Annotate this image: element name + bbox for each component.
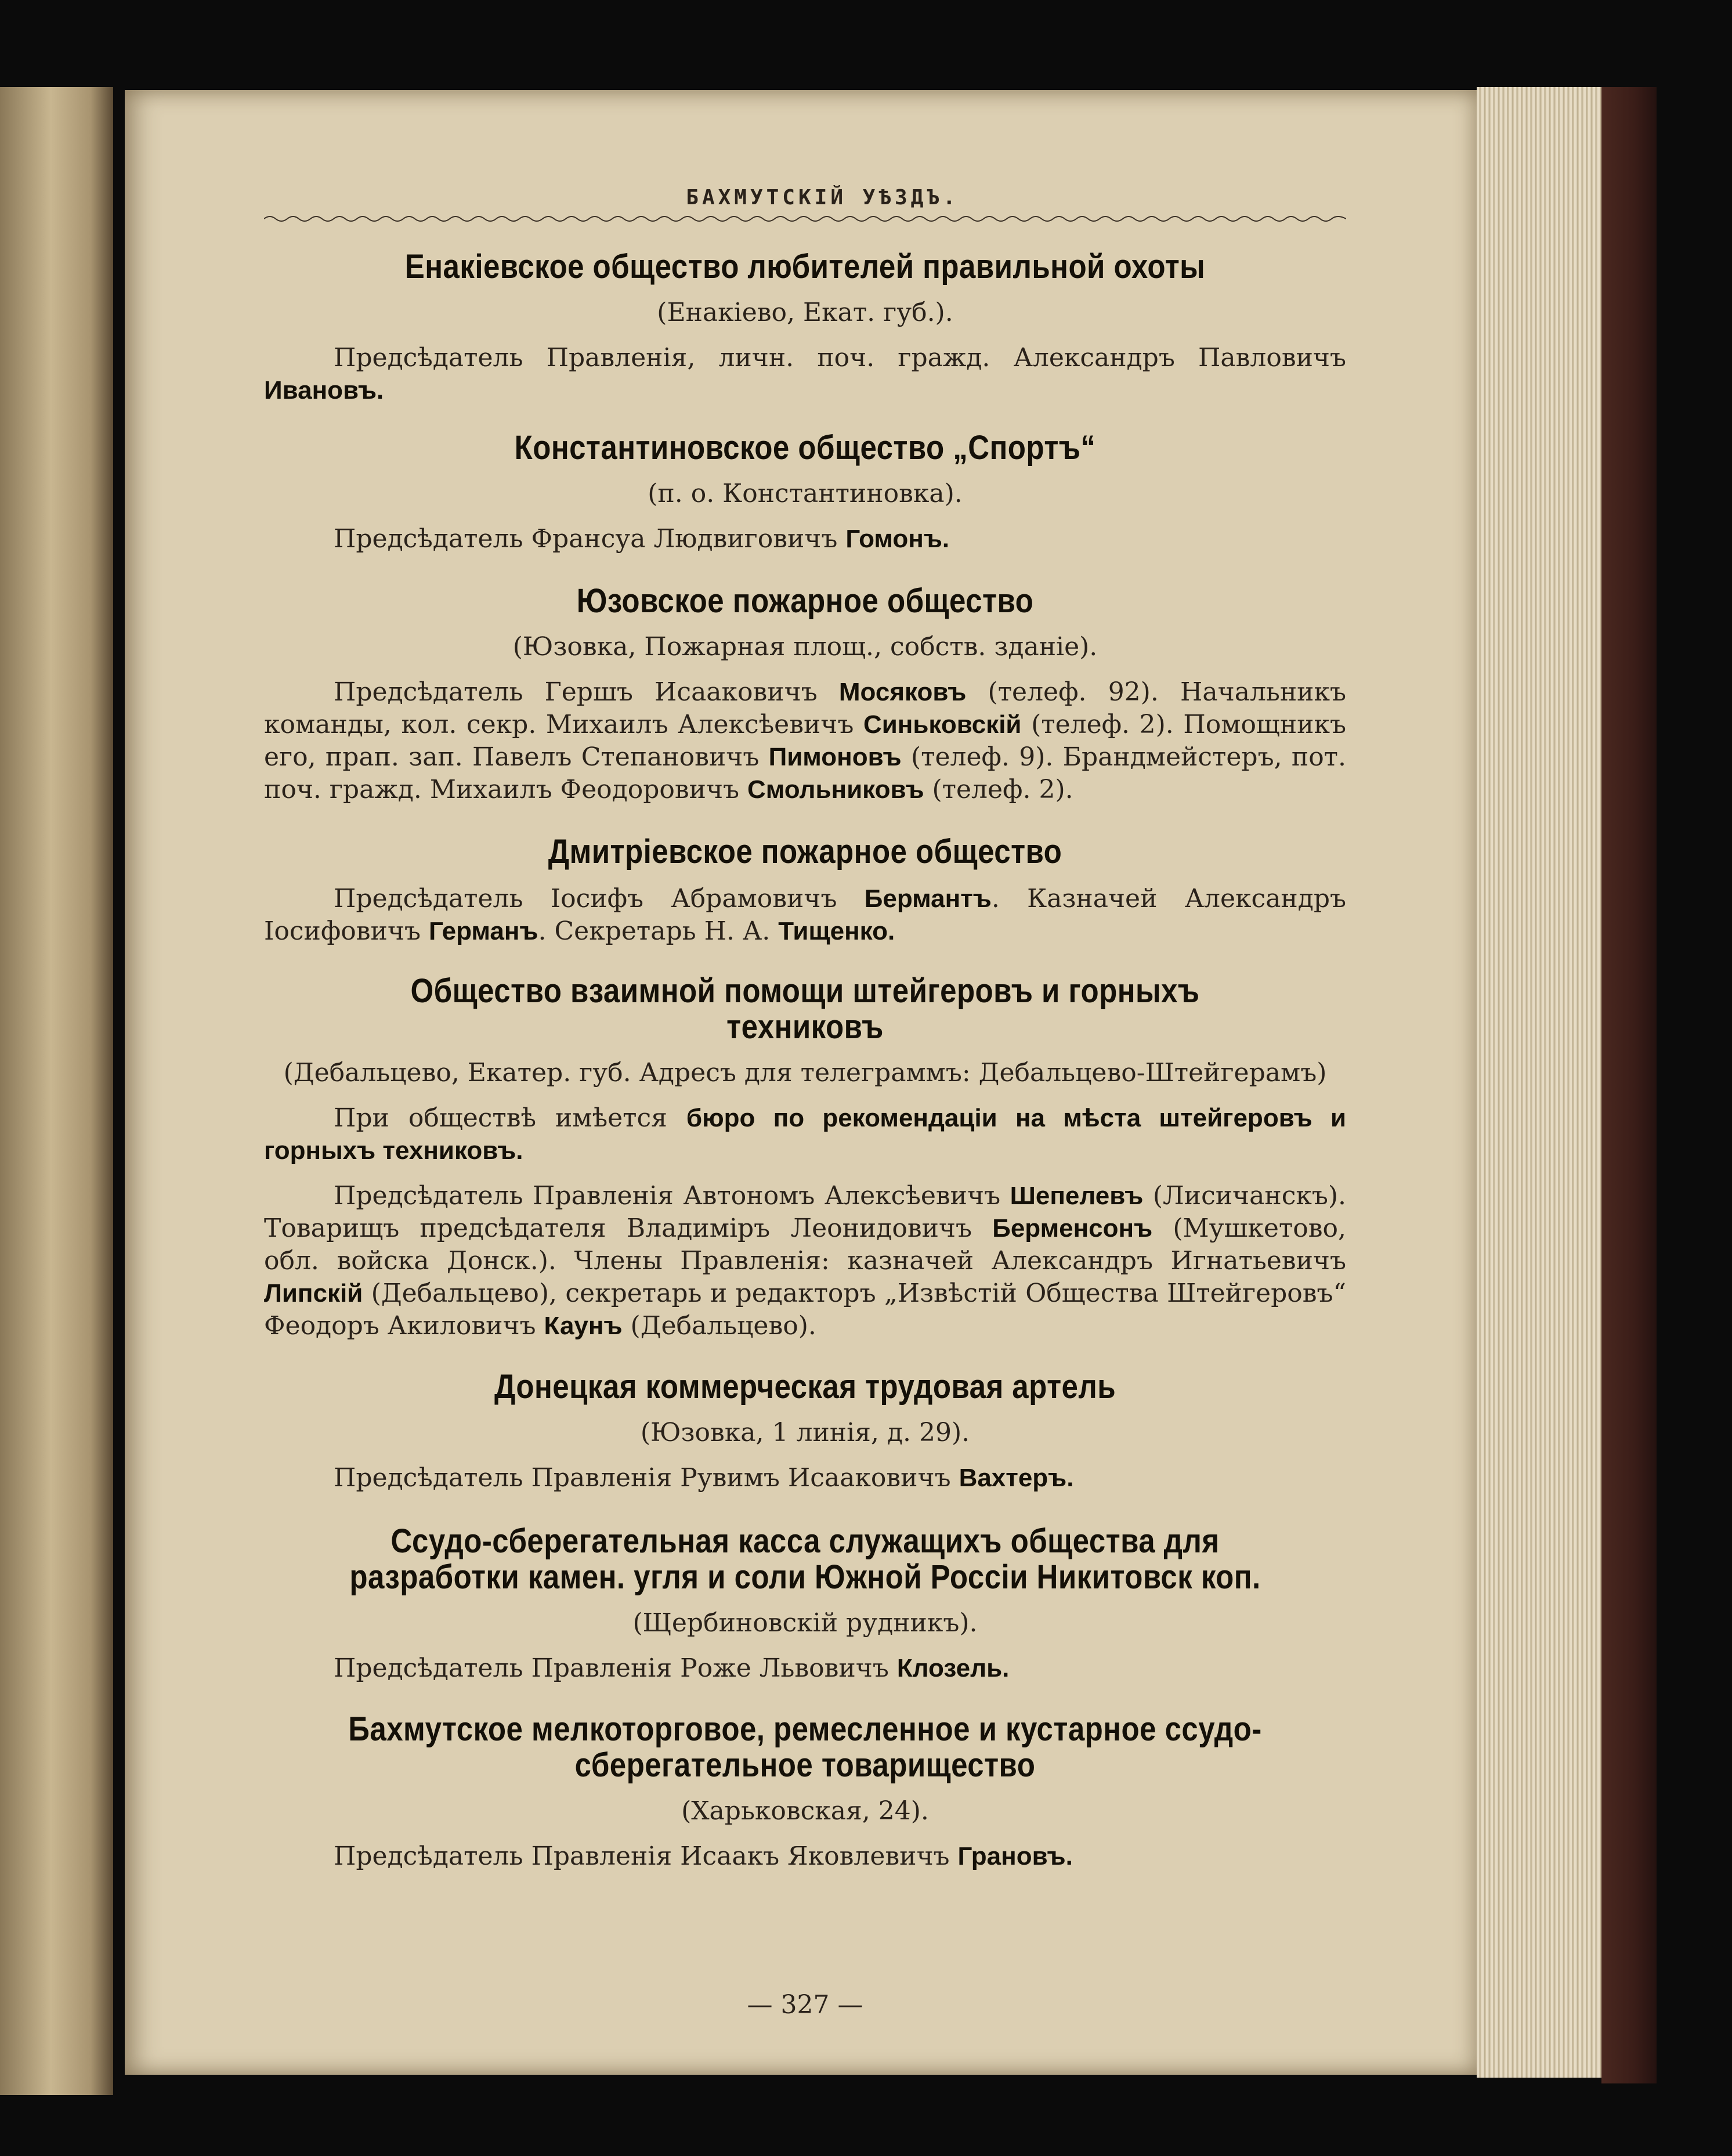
body-text: (телеф. 2).	[924, 775, 1073, 804]
left-page-edge	[0, 87, 113, 2095]
society-entry	[264, 249, 1346, 407]
society-entry	[264, 583, 1346, 806]
entry-body	[264, 1652, 1346, 1685]
body-text: (Лисичанскъ). Товарищъ предсѣдателя Владиміръ Леонидовичъ	[264, 1181, 1346, 1243]
society-entry	[264, 973, 1346, 1342]
body-text: (Дебальцево), секретарь и редакторъ „Извѣстій Общества Штейгеровъ“ Феодоръ Акиловичъ	[264, 1279, 1346, 1341]
bold-name: Мосяковъ	[838, 678, 967, 706]
entry-body	[264, 342, 1346, 407]
entry-address: (Щербиновскій рудникъ).	[632, 1608, 978, 1638]
entry-body	[264, 1840, 1346, 1873]
text-column	[264, 174, 1346, 2020]
bold-name: Пимоновъ	[768, 743, 902, 771]
entry-address: (п. о. Константиновка).	[648, 479, 963, 508]
entry-body	[264, 1102, 1346, 1167]
bold-name: Тищенко.	[778, 917, 895, 945]
page-number: — 327 —	[747, 1990, 863, 2020]
entry-body	[264, 1462, 1346, 1494]
bold-name: Клозель.	[896, 1654, 1010, 1682]
body-text: Предсѣдатель Правленія Автономъ Алексѣевичъ	[334, 1181, 1010, 1211]
society-entry	[264, 1711, 1346, 1873]
entry-title: Енакіевское общество любителей правильной охоты	[404, 248, 1206, 286]
bold-name: Гомонъ.	[845, 525, 950, 553]
page-stack-edges	[1477, 87, 1601, 2078]
society-entry	[264, 1523, 1346, 1685]
book-cover-edge	[1601, 87, 1657, 2083]
bold-name: Берменсонъ	[992, 1214, 1153, 1243]
bold-name: Каунъ	[544, 1312, 623, 1340]
society-entry	[264, 1369, 1346, 1494]
society-entry	[264, 834, 1346, 948]
entry-address: (Харьковская, 24).	[681, 1796, 929, 1826]
body-text: (телеф. 9). Брандмейстеръ, пот. поч. гражд. Михаилъ Феодоровичъ	[264, 742, 1347, 804]
bold-name: бюро по рекомендаціи на мѣста штейгеровъ и горныхъ техниковъ.	[264, 1104, 1346, 1165]
bold-name: Липскій	[264, 1279, 363, 1308]
entry-title: Донецкая коммерческая трудовая артель	[494, 1368, 1116, 1406]
entry-title: Ссудо-сберегательная касса служащихъ общества для разработки камен. угля и соли Южной Россіи Никитовск коп.	[349, 1522, 1261, 1596]
body-text: (телеф. 92). Начальникъ команды, кол. секр. Михаилъ Алексѣевичъ	[264, 677, 1346, 739]
entry-title: Дмитріевское пожарное общество	[548, 833, 1062, 871]
society-entry	[264, 430, 1346, 555]
entry-address: (Юзовка, 1 линія, д. 29).	[640, 1418, 970, 1447]
body-text: (Дебальцево).	[622, 1311, 816, 1341]
entry-title: Общество взаимной помощи штейгеровъ и горныхъ техниковъ	[410, 972, 1200, 1046]
entry-title: Юзовское пожарное общество	[576, 582, 1034, 620]
body-text: (Мушкетово, обл. войска Донск.). Члены Правленія: казначей Александръ Игнатьевичъ	[264, 1214, 1346, 1276]
entry-title: Бахмутское мелкоторговое, ремесленное и кустарное ссудо-сберегательное товарищество	[348, 1710, 1262, 1784]
bold-name: Бермантъ	[864, 884, 992, 913]
bold-name: Германъ	[428, 917, 538, 945]
entry-body	[264, 883, 1346, 948]
body-text: Предсѣдатель Правленія Рувимъ Исааковичъ	[334, 1463, 959, 1493]
body-text: Предсѣдатель Правленія, личн. поч. гражд. Александръ Павловичъ	[334, 343, 1346, 373]
entry-title: Константиновское общество „Спортъ“	[514, 429, 1096, 467]
entry-address: (Дебальцево, Екатер. губ. Адресъ для телеграммъ: Дебальцево-Штейгерамъ)	[283, 1058, 1327, 1088]
entry-body	[264, 676, 1346, 806]
body-text: . Казначей Александръ Іосифовичъ	[264, 884, 1346, 946]
entry-body	[264, 523, 1346, 555]
body-text: Предсѣдатель Іосифъ Абрамовичъ	[334, 884, 865, 913]
body-text: Предсѣдатель Правленія Роже Львовичъ	[334, 1653, 897, 1683]
bold-name: Синьковскій	[863, 710, 1022, 739]
bold-name: Вахтеръ.	[959, 1464, 1074, 1492]
running-head: БАХМУТСКІЙ УѢЗДЪ.	[686, 186, 959, 210]
body-text: . Секретарь Н. А.	[538, 916, 779, 946]
bold-name: Ивановъ.	[264, 376, 384, 405]
entry-address: (Юзовка, Пожарная площ., собств. зданіе).	[512, 632, 1098, 662]
bold-name: Шепелевъ	[1010, 1182, 1144, 1210]
wavy-rule	[264, 214, 1346, 223]
entry-body	[264, 1180, 1346, 1342]
body-text: Предсѣдатель Гершъ Исааковичъ	[334, 677, 839, 707]
body-text: Предсѣдатель Правленія Исаакъ Яковлевичъ	[334, 1841, 958, 1871]
entry-address: (Енакіево, Екат. губ.).	[657, 298, 953, 327]
body-text: (телеф. 2). Помощникъ его, прап. зап. Павелъ Степановичъ	[264, 710, 1346, 772]
body-text: При обществѣ имѣется	[334, 1103, 686, 1133]
body-text: Предсѣдатель Франсуа Людвиговичъ	[334, 524, 846, 554]
entries-list	[264, 249, 1346, 1873]
bold-name: Смольниковъ	[747, 775, 924, 804]
bold-name: Грановъ.	[957, 1842, 1073, 1870]
